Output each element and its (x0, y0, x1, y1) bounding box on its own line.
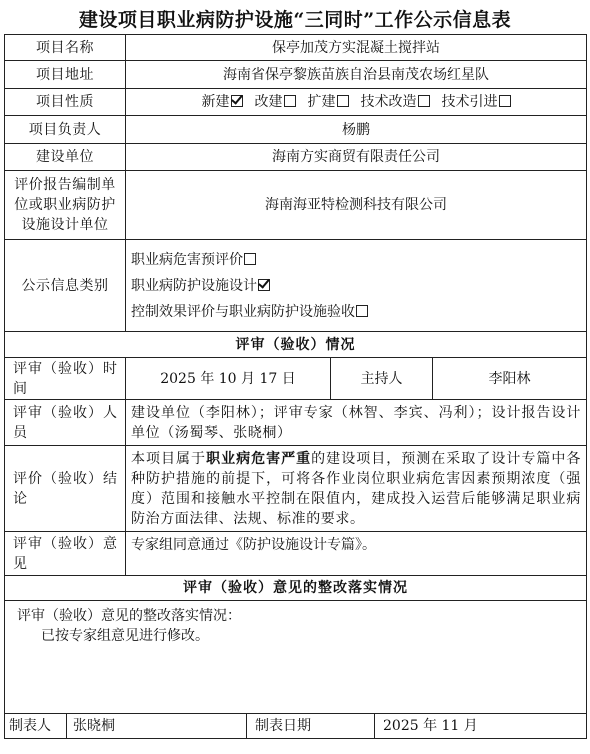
category-option-pre-evaluation[interactable] (131, 250, 581, 270)
review-section-heading: 评审（验收）情况 (5, 332, 587, 358)
project-nature-label: 项目性质 (5, 89, 126, 116)
review-opinion-value: 专家组同意通过《防护设施设计专篇》。 (126, 532, 587, 576)
nature-checkbox-new[interactable] (231, 95, 243, 107)
report-unit-value: 海南海亚特检测科技有限公司 (126, 171, 587, 240)
nature-option-tech-renovation[interactable] (361, 94, 442, 110)
date-label: 制表日期 (247, 714, 375, 738)
info-category-options (126, 240, 587, 332)
nature-option-expand[interactable] (308, 94, 361, 110)
nature-option-tech-import[interactable] (442, 94, 511, 110)
nature-option-tech-renovation-text: 技术改造 (360, 94, 417, 110)
project-leader-label: 项目负责人 (5, 116, 126, 144)
nature-checkbox-rebuild[interactable] (284, 95, 296, 107)
report-unit-label: 评价报告编制单位或职业病防护设施设计单位 (5, 171, 126, 240)
row-info-category (5, 240, 587, 332)
review-personnel-label: 评审（验收）人员 (5, 400, 126, 446)
rectification-line-2: 已按专家组意见进行修改。 (41, 628, 209, 644)
row-report-unit (5, 171, 587, 240)
nature-option-new[interactable] (202, 94, 255, 110)
category-option-facility-design-text: 职业病防护设施设计 (131, 277, 257, 294)
nature-checkbox-expand[interactable] (337, 95, 349, 107)
nature-option-rebuild[interactable] (255, 94, 308, 110)
info-table (4, 34, 587, 739)
category-checkbox-facility-design[interactable] (258, 279, 270, 291)
project-leader-value: 杨鹏 (126, 116, 587, 144)
row-project-address (5, 61, 587, 89)
project-nature-options (126, 89, 587, 116)
category-option-facility-design[interactable] (131, 276, 581, 296)
category-checkbox-control-evaluation[interactable] (356, 305, 368, 317)
review-conclusion-label: 评价（验收）结论 (5, 446, 126, 532)
category-option-pre-evaluation-text: 职业病危害预评价 (131, 251, 243, 268)
nature-option-new-text: 新建 (201, 94, 230, 110)
host-value: 李阳林 (433, 358, 587, 400)
review-time-label: 评审（验收）时间 (5, 358, 126, 400)
row-rectification-body (5, 601, 587, 714)
review-conclusion-value (126, 446, 587, 532)
conclusion-prefix: 本项目属于 (131, 450, 207, 467)
footer-cell (5, 714, 587, 739)
row-construction-unit (5, 144, 587, 171)
row-rectification-heading (5, 576, 587, 601)
row-review-personnel (5, 400, 587, 446)
maker-label: 制表人 (5, 714, 67, 738)
row-project-leader (5, 116, 587, 144)
nature-option-tech-import-text: 技术引进 (441, 94, 498, 110)
rectification-body (5, 601, 587, 714)
maker-value: 张晓桐 (67, 714, 247, 738)
project-name-value: 保亭加茂方实混凝土搅拌站 (126, 35, 587, 61)
host-label: 主持人 (331, 358, 433, 400)
nature-checkbox-tech-import[interactable] (499, 95, 511, 107)
rectification-line-1: 评审（验收）意见的整改落实情况： (17, 608, 241, 624)
category-checkbox-pre-evaluation[interactable] (244, 253, 256, 265)
project-address-label: 项目地址 (5, 61, 126, 89)
nature-option-expand-text: 扩建 (307, 94, 336, 110)
row-review-conclusion (5, 446, 587, 532)
date-value: 2025 年 11 月 (383, 718, 478, 734)
project-name-label: 项目名称 (5, 35, 126, 61)
info-category-label: 公示信息类别 (5, 240, 126, 332)
category-option-control-evaluation-text: 控制效果评价与职业病防护设施验收 (131, 303, 355, 320)
row-review-time (5, 358, 587, 400)
row-project-nature (5, 89, 587, 116)
review-time-value: 2025 年 10 月 17 日 (126, 358, 331, 400)
rectification-section-heading: 评审（验收）意见的整改落实情况 (5, 576, 587, 601)
project-address-value: 海南省保亭黎族苗族自治县南茂农场红星队 (126, 61, 587, 89)
review-personnel-value: 建设单位（李阳林）；评审专家（林智、李宾、冯利）；设计报告设计单位（汤蜀琴、张晓桐） (126, 400, 587, 446)
nature-option-rebuild-text: 改建 (254, 94, 283, 110)
category-option-control-evaluation[interactable] (131, 302, 581, 322)
row-project-name (5, 35, 587, 61)
row-footer (5, 714, 587, 739)
page-title: 建设项目职业病防护设施“三同时”工作公示信息表 (78, 9, 512, 31)
conclusion-rest: 的建设项目，预测在采取了设计专篇中各种防护措施的前提下，可将各作业岗位职业病危害因素预期浓度（强度）范围和接触水平控制在限值内，建成投入运营后能够满足职业病防治方面法律、法规、标准的要求。 (131, 450, 581, 527)
nature-checkbox-tech-renovation[interactable] (418, 95, 430, 107)
construction-unit-value: 海南方实商贸有限责任公司 (126, 144, 587, 171)
construction-unit-label: 建设单位 (5, 144, 126, 171)
row-review-heading (5, 332, 587, 358)
review-opinion-label: 评审（验收）意见 (5, 532, 126, 576)
conclusion-severity: 职业病危害严重 (206, 450, 312, 467)
row-review-opinion (5, 532, 587, 576)
